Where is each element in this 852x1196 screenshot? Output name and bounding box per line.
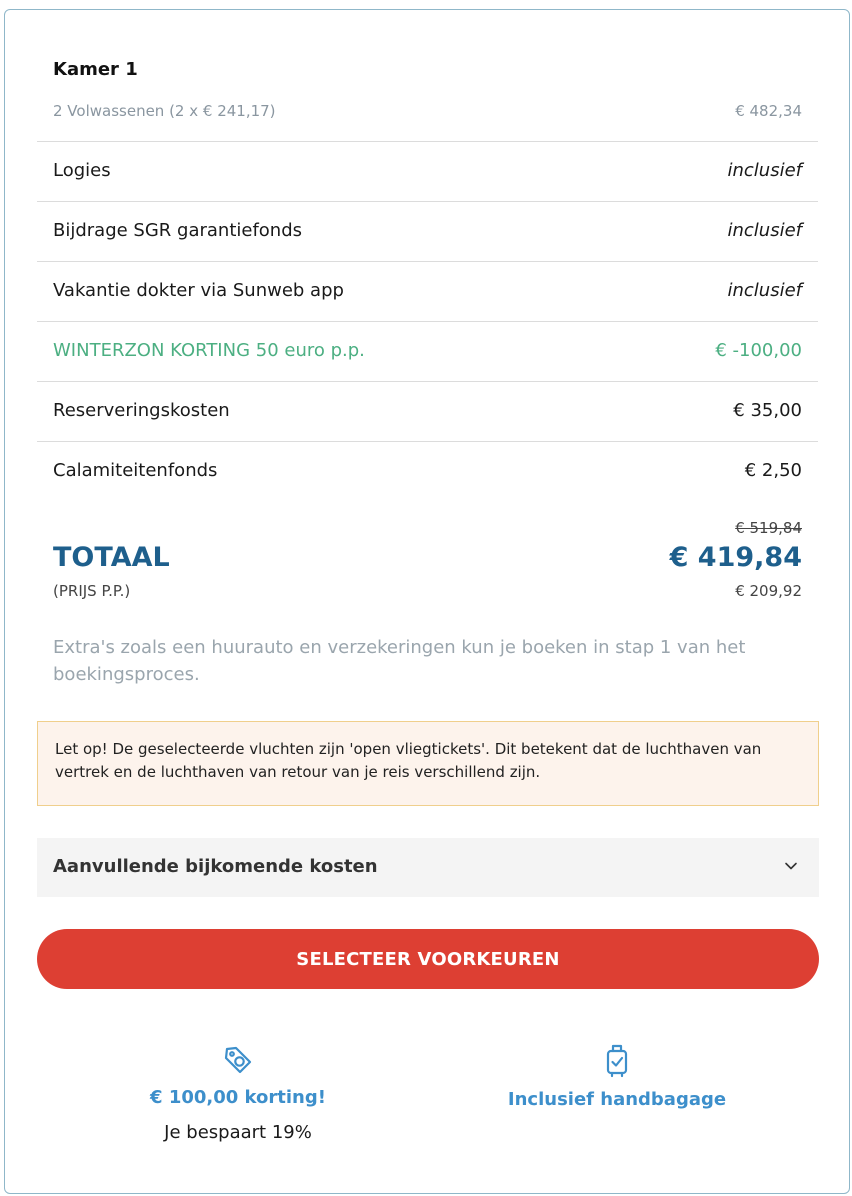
price-per-person-value: € 209,92: [735, 582, 802, 600]
usp-hand-luggage: [497, 1043, 737, 1113]
line-item-value-calamity: € 2,50: [744, 460, 802, 481]
room-adults-price: € 482,34: [735, 102, 802, 120]
line-item-label-calamity: Calamiteitenfonds: [53, 460, 218, 481]
line-item-label-doctor: Vakantie dokter via Sunweb app: [53, 280, 344, 301]
additional-costs-accordion[interactable]: [37, 838, 819, 897]
divider: [37, 441, 818, 442]
usp-discount: [138, 1043, 338, 1146]
divider: [37, 201, 818, 202]
usp-discount-title: € 100,00 korting!: [150, 1087, 326, 1108]
divider: [37, 381, 818, 382]
line-item-value-sgr: inclusief: [727, 220, 802, 241]
chevron-down-icon: [783, 858, 799, 874]
price-summary-card: [4, 9, 850, 1194]
old-total-price: € 519,84: [735, 519, 802, 537]
line-item-label-sgr: Bijdrage SGR garantiefonds: [53, 220, 303, 241]
accordion-title: Aanvullende bijkomende kosten: [53, 856, 378, 877]
open-ticket-notice: Let op! De geselecteerde vluchten zijn 'open vliegtickets'. Dit betekent dat de luchthaven van vertrek en de luchthaven van retour van je reis verschillend zijn.: [37, 721, 819, 806]
room-title: Kamer 1: [53, 59, 138, 80]
line-item-label-discount: WINTERZON KORTING 50 euro p.p.: [53, 340, 365, 361]
select-preferences-button[interactable]: SELECTEER VOORKEUREN: [37, 929, 819, 989]
divider: [37, 141, 818, 142]
extras-note: Extra's zoals een huurauto en verzekeringen kun je boeken in stap 1 van het boekingsproces.: [53, 637, 746, 685]
room-adults-label: 2 Volwassenen (2 x € 241,17): [53, 102, 276, 120]
line-item-value-reservation: € 35,00: [733, 400, 802, 421]
total-price: € 419,84: [669, 542, 802, 573]
price-per-person-label: (PRIJS P.P.): [53, 582, 131, 600]
usp-hand-luggage-title: Inclusief handbagage: [507, 1089, 727, 1110]
luggage-check-icon: [602, 1043, 632, 1079]
line-item-value-logies: inclusief: [727, 160, 802, 181]
line-item-label-reservation: Reserveringskosten: [53, 400, 230, 421]
divider: [37, 261, 818, 262]
total-label: TOTAAL: [53, 542, 170, 573]
line-item-value-discount: € -100,00: [715, 340, 802, 361]
line-item-value-doctor: inclusief: [727, 280, 802, 301]
usp-discount-subtitle: Je bespaart 19%: [164, 1122, 312, 1143]
divider: [37, 321, 818, 322]
discount-tag-icon: [221, 1043, 255, 1077]
line-item-label-logies: Logies: [53, 160, 111, 181]
